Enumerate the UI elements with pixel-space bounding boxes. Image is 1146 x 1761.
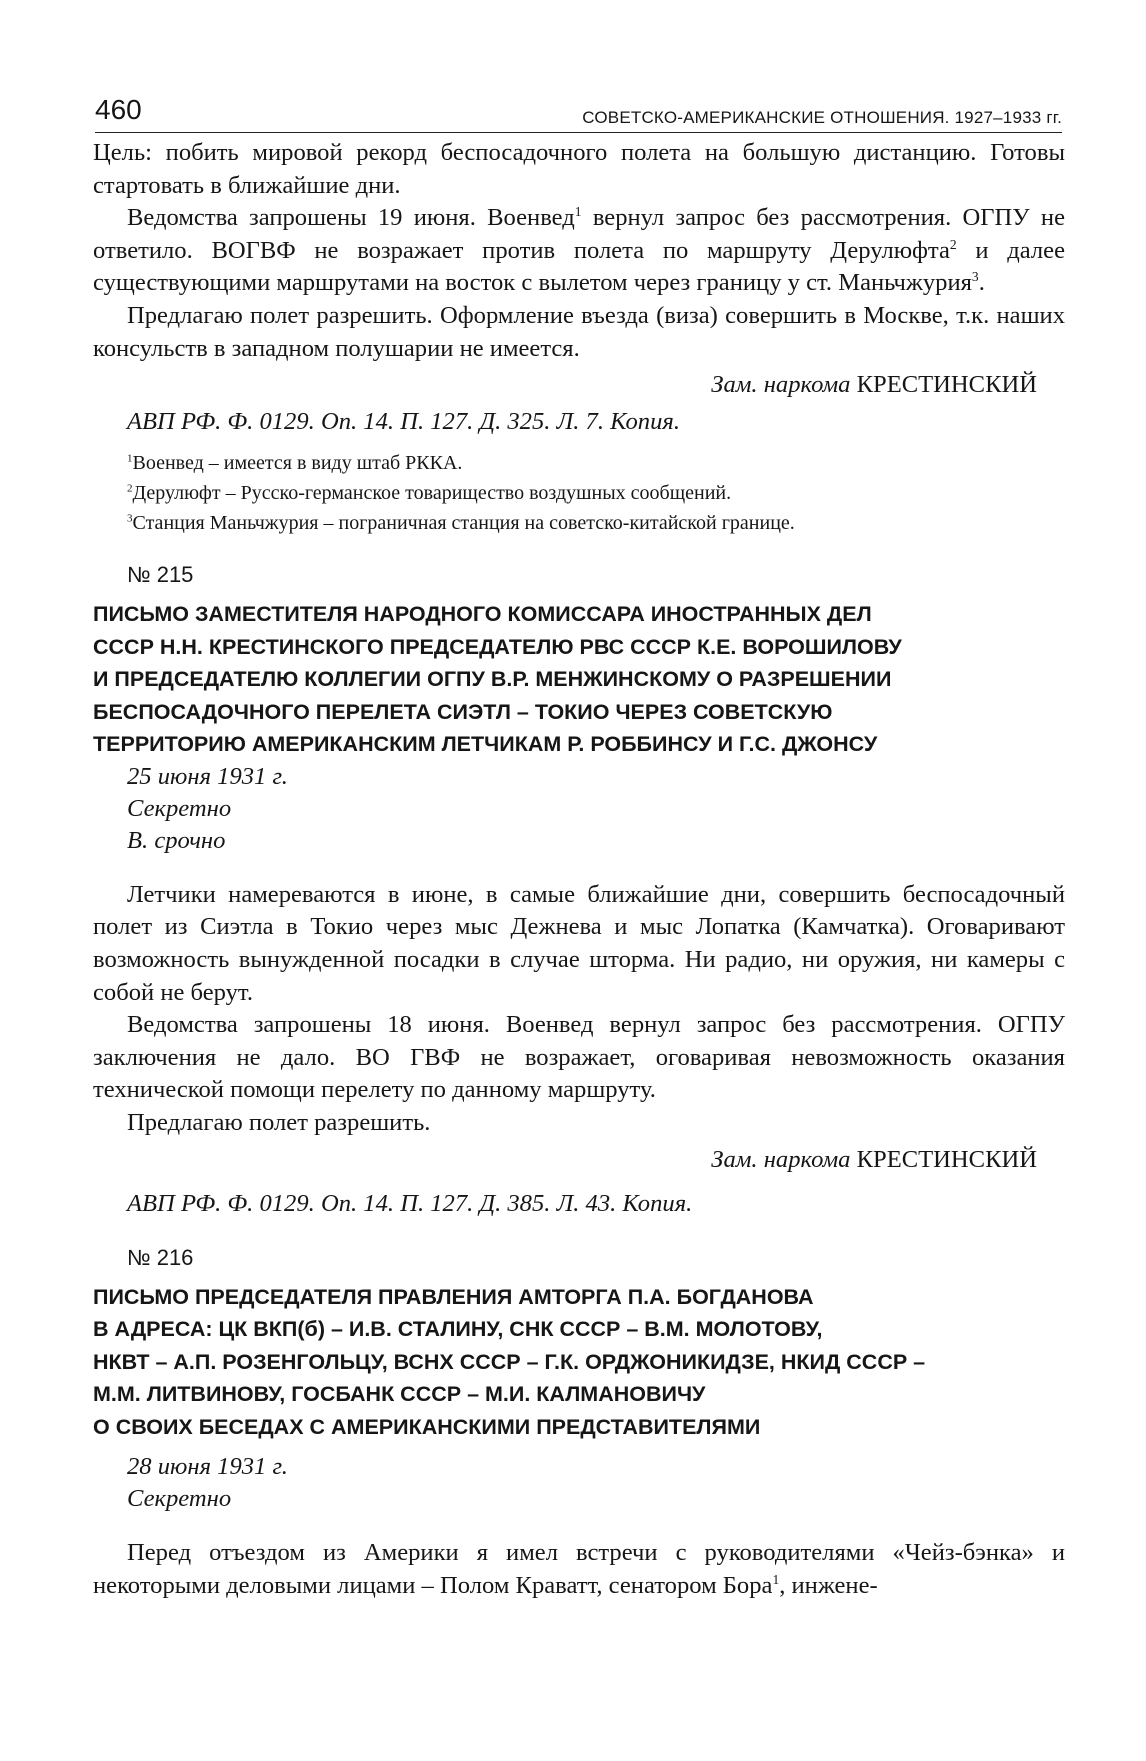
footnote-ref-3: 3 [971,269,979,285]
document-number: № 216 [127,1244,194,1270]
title-line: ПИСЬМО ЗАМЕСТИТЕЛЯ НАРОДНОГО КОМИССАРА ИНОСТРАННЫХ ДЕЛ [93,602,872,627]
continuation-paragraph-1: Цель: побить мировой рекорд беспосадочного полета на большую дистанцию. Готовы стартовать в ближайшие дни. [93,139,1065,199]
classification: Секретно [127,794,232,822]
classification: Секретно [127,1485,232,1513]
continuation-paragraph-2: Ведомства запрошены 19 июня. Военвед$^1$ вернул запрос без рассмотрения. ОГПУ не ответило. ВОГВФ не возражает против полета по маршруту Дерулюфта$^2$ и далее существующими маршрутами на восток с вылетом через границу у ст. Маньчжурия$^3$. [93,204,1065,297]
footnote-ref-2: 2 [949,236,957,252]
signature: Зам. наркома КРЕСТИНСКИЙ [711,1145,1037,1173]
title-line: О СВОИХ БЕСЕДАХ С АМЕРИКАНСКИМИ ПРЕДСТАВИТЕЛЯМИ [93,1414,761,1439]
document-title [93,598,1065,761]
urgency: В. срочно [127,826,226,854]
page-number: 460 [95,94,142,125]
body-paragraph: Летчики намереваются в июне, в самые ближайшие дни, совершить беспосадочный полет из Сиэтла в Токио через мыс Дежнева и мыс Лопатка (Камчатка). Оговаривают возможность вынужденной посадки в случае шторма. Ни радио, ни оружия, ни камеры с собой не берут. [93,880,1065,1006]
footnote: $^2$Дерулюфт – Русско-германское товарищество воздушных сообщений. [127,482,732,505]
document-date: 25 июня 1931 г. [127,762,288,790]
title-line: СССР Н.Н. КРЕСТИНСКОГО ПРЕДСЕДАТЕЛЮ РВС СССР К.Е. ВОРОШИЛОВУ [93,634,902,659]
title-line: НКВТ – А.П. РОЗЕНГОЛЬЦУ, ВСНХ СССР – Г.К. ОРДЖОНИКИДЗЕ, НКИД СССР – [93,1349,926,1374]
title-line: ПИСЬМО ПРЕДСЕДАТЕЛЯ ПРАВЛЕНИЯ АМТОРГА П.А. БОГДАНОВА [93,1284,814,1309]
archive-source: АВП РФ. Ф. 0129. Оп. 14. П. 127. Д. 325. Л. 7. Копия. [127,407,680,435]
body-paragraph: Предлагаю полет разрешить. [127,1109,431,1136]
signature: Зам. наркома КРЕСТИНСКИЙ [711,371,1037,399]
title-line: М.М. ЛИТВИНОВУ, ГОСБАНК СССР – М.И. КАЛМАНОВИЧУ [93,1382,706,1407]
footnote-ref-1: 1 [772,1571,780,1587]
running-title: СОВЕТСКО-АМЕРИКАНСКИЕ ОТНОШЕНИЯ. 1927–1933 гг. [582,108,1062,127]
title-line: В АДРЕСА: ЦК ВКП(б) – И.В. СТАЛИНУ, СНК СССР – В.М. МОЛОТОВУ, [93,1317,823,1342]
archive-source: АВП РФ. Ф. 0129. Оп. 14. П. 127. Д. 385. Л. 43. Копия. [127,1190,693,1218]
document-date: 28 июня 1931 г. [127,1453,288,1481]
body-paragraph: Ведомства запрошены 18 июня. Военвед вернул запрос без рассмотрения. ОГПУ заключения не дало. ВО ГВФ не возражает, оговаривая невозможность оказания технической помощи перелету по данному маршруту. [93,1011,1065,1104]
footnotes [93,448,1065,538]
footnote: $^3$Станция Маньчжурия – пограничная станция на советско-китайской границе. [127,512,795,535]
continuation-paragraph-3: Предлагаю полет разрешить. Оформление въезда (виза) совершить в Москве, т.к. наших консульств в западном полушарии не имеется. [93,301,1065,362]
document-title [93,1281,1065,1444]
page-content [93,137,1065,1602]
title-line: И ПРЕДСЕДАТЕЛЮ КОЛЛЕГИИ ОГПУ В.Р. МЕНЖИНСКОМУ О РАЗРЕШЕНИИ [93,667,892,692]
body-paragraph: Перед отъездом из Америки я имел встречи с руководителями «Чейз-бэнка» и некоторыми деловыми лицами – Полом Краватт, сенатором Бора$^1$, инжене- [93,1539,1065,1599]
footnote: $^1$Военвед – имеется в виду штаб РККА. [127,452,463,475]
running-header [95,94,1062,133]
title-line: ТЕРРИТОРИЮ АМЕРИКАНСКИМ ЛЕТЧИКАМ Р. РОББИНСУ И Г.С. ДЖОНСУ [93,732,878,757]
footnote-ref-1: 1 [574,204,582,219]
title-line: БЕСПОСАДОЧНОГО ПЕРЕЛЕТА СИЭТЛ – ТОКИО ЧЕРЕЗ СОВЕТСКУЮ [93,699,833,724]
document-number: № 215 [127,562,194,588]
